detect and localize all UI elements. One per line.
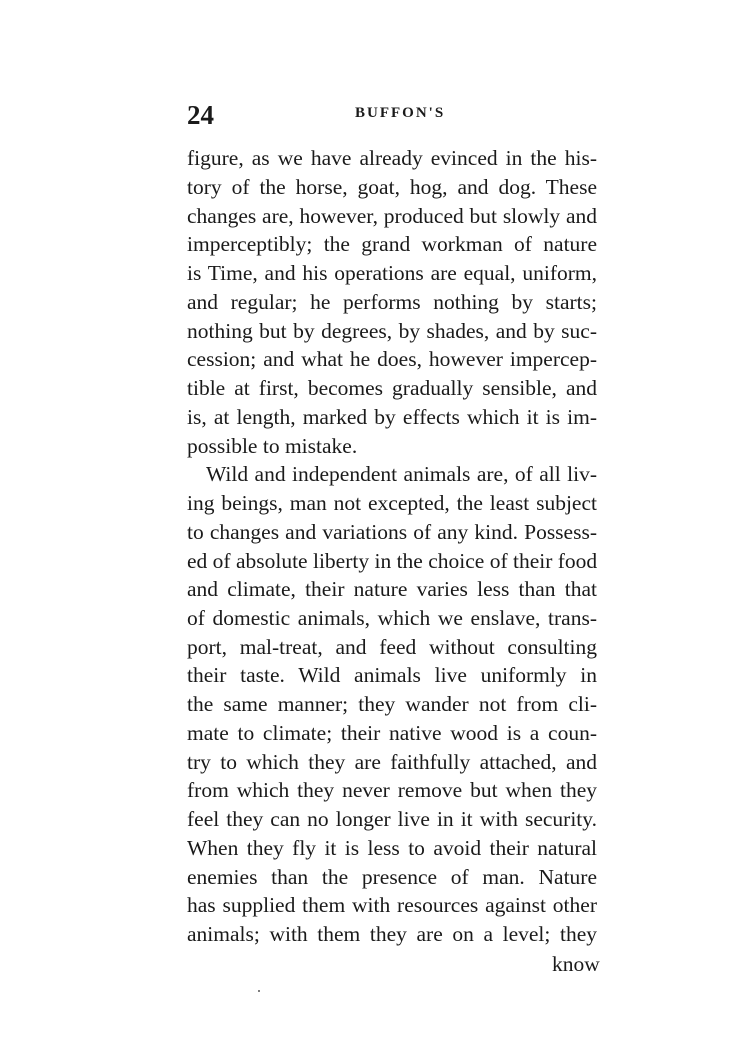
text-line: from which they never remove but when they — [187, 778, 597, 802]
text-line: enemies than the presence of man. Nature — [187, 865, 597, 889]
text-line: is Time, and his operations are equal, uniform, — [187, 261, 597, 285]
catchword: know — [552, 952, 600, 976]
text-line: Wild and independent animals are, of all liv- — [206, 462, 597, 486]
text-line: try to which they are faithfully attached, and — [187, 750, 597, 774]
text-line: ed of absolute liberty in the choice of their food — [187, 549, 598, 573]
text-line: imperceptibly; the grand workman of nature — [187, 232, 597, 256]
text-line: the same manner; they wander not from cli- — [187, 692, 597, 716]
text-line: has supplied them with resources against other — [187, 893, 597, 917]
text-line: their taste. Wild animals live uniformly in — [187, 663, 597, 687]
text-line: and climate, their nature varies less than that — [187, 577, 597, 601]
text-line: cession; and what he does, however impercep- — [187, 347, 597, 371]
text-line: feel they can no longer live in it with security. — [187, 807, 597, 831]
text-line: figure, as we have already evinced in the his- — [187, 146, 597, 170]
text-line: changes are, however, produced but slowly and — [187, 204, 597, 228]
text-line: possible to mistake. — [187, 434, 358, 458]
ink-speck — [258, 990, 260, 992]
text-line: to changes and variations of any kind. Possess- — [187, 520, 597, 544]
text-line: and regular; he performs nothing by starts; — [187, 290, 597, 314]
text-line: tory of the horse, goat, hog, and dog. These — [187, 175, 597, 199]
text-line: nothing but by degrees, by shades, and by suc- — [187, 319, 597, 343]
text-line: port, mal-treat, and feed without consulting — [187, 635, 597, 659]
text-line: is, at length, marked by effects which it is im- — [187, 405, 597, 429]
text-line: animals; with them they are on a level; they — [187, 922, 597, 946]
page-number: 24 — [187, 100, 214, 130]
running-head: BUFFON'S — [355, 105, 446, 121]
text-line: mate to climate; their native wood is a coun- — [187, 721, 597, 745]
text-line: When they fly it is less to avoid their natural — [187, 836, 597, 860]
text-line: tible at first, becomes gradually sensible, and — [187, 376, 597, 400]
text-line: of domestic animals, which we enslave, trans- — [187, 606, 597, 630]
text-line: ing beings, man not excepted, the least subject — [187, 491, 597, 515]
